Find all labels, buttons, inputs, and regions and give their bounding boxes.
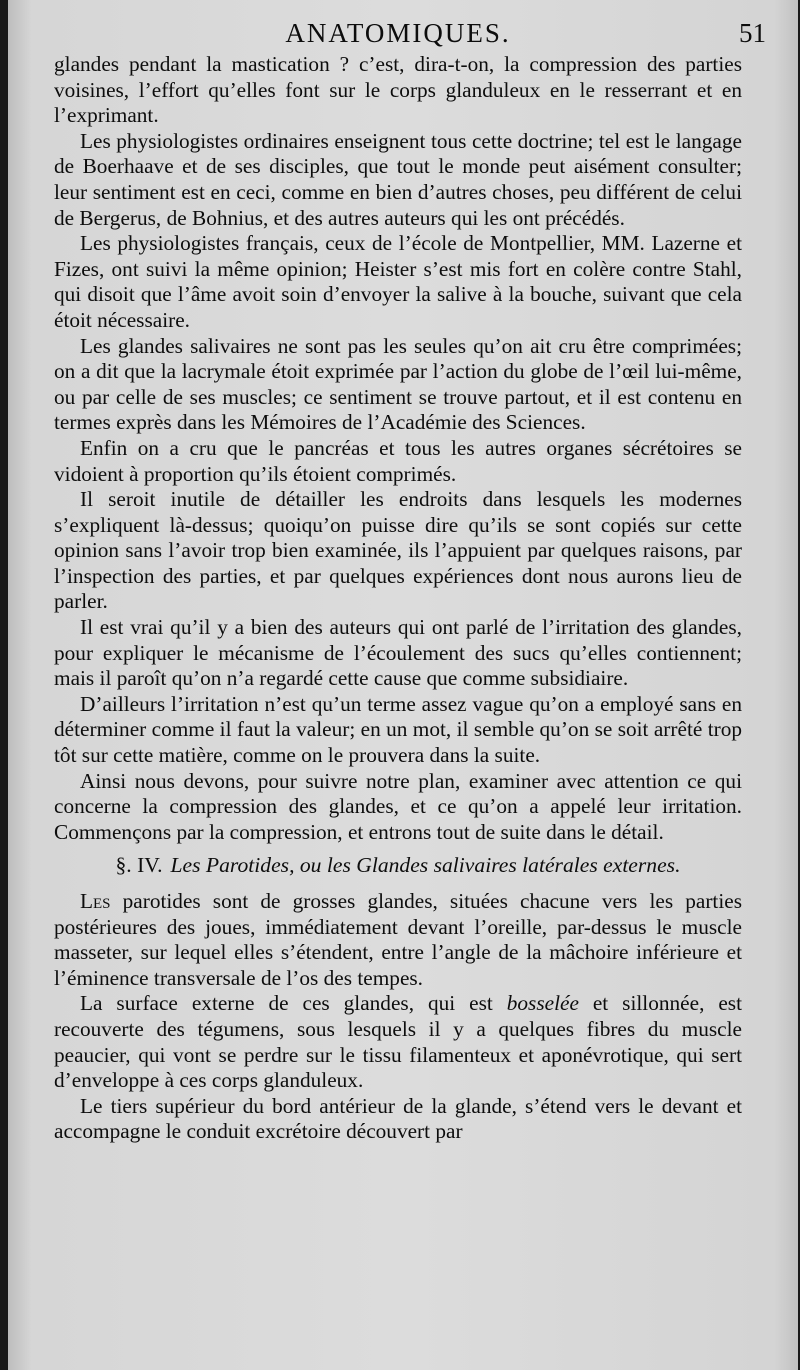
paragraph: Enfin on a cru que le pancréas et tous les autres organes sécrétoires se vidoient à proportion qu’ils étoient comprimés. (54, 435, 742, 486)
paragraph (54, 991, 742, 1093)
paragraph-text: et sillonnée, est recouverte des tégumens, sous lesquels il y a quelques fibres du muscle peaucier, qui vont se perdre sur le tissu filamenteux et aponévrotique, qui sert d’enveloppe à ces corps glanduleux. (54, 991, 742, 1093)
lead-word: Les (80, 889, 111, 913)
running-title: ANATOMIQUES. (285, 18, 511, 48)
paragraph: D’ailleurs l’irritation n’est qu’un terme assez vague qu’on a employé sans en déterminer comme il faut la valeur; en un mot, il semble qu’on se soit arrêté trop tôt sur cette matière, comme on le prouvera dans la suite. (54, 691, 742, 768)
running-head (54, 12, 766, 52)
paragraph: Ainsi nous devons, pour suivre notre plan, examiner avec attention ce qui concerne la compression des glandes, et ce qu’on a appelé leur irritation. Commençons par la compression, et entrons tout de suite dans le détail. (54, 768, 742, 844)
paragraph: Il est vrai qu’il y a bien des auteurs qui ont parlé de l’irritation des glandes, pour expliquer le mécanisme de l’écoulement des sucs qu’elles contiennent; mais il paroît qu’on n’a regardé cette cause que comme subsidiaire. (54, 615, 742, 691)
paragraph: glandes pendant la mastication ? c’est, dira-t-on, la compression des parties voisines, l’effort qu’elles font sur le corps glanduleux en le resserrant et en l’exprimant. (54, 52, 742, 128)
paragraph-text: parotides sont de grosses glandes, situées chacune vers les parties postérieures des joues, immédiatement devant l’oreille, par-dessus le muscle masseter, sur lequel elles s’étendent, entre l’angle de la mâchoire inférieure et l’éminence transversale de l’os des tempes. (54, 889, 742, 990)
section-title: Les Parotides, ou les Glandes salivaires latérales externes. (170, 853, 681, 878)
paragraph: Les glandes salivaires ne sont pas les seules qu’on ait cru être comprimées; on a dit que la lacrymale étoit exprimée par l’action du globe de l’œil lui-même, ou par celle de ses muscles; ce sentiment se trouve partout, et il est contenu en termes exprès dans les Mémoires de l’Académie des Sciences. (54, 333, 742, 435)
paragraph: Le tiers supérieur du bord antérieur de la glande, s’étend vers le devant et accompagne le conduit excrétoire découvert par (54, 1093, 742, 1144)
book-page (8, 0, 798, 1370)
paragraph: Il seroit inutile de détailler les endroits dans lesquels les modernes s’expliquent là-dessus; quoiqu’on puisse dire qu’ils se sont copiés sur cette opinion sans l’avoir trop bien examinée, ils l’appuient par quelques raisons, par l’inspection des parties, et par quelques expériences dont nous aurons lieu de parler. (54, 487, 742, 614)
paragraph: Les physiologistes français, ceux de l’école de Montpellier, MM. Lazerne et Fizes, ont suivi la même opinion; Heister s’est mis fort en colère contre Stahl, qui disoit que l’âme avoit soin d’envoyer la salive à la bouche, suivant que cela étoit nécessaire. (54, 231, 742, 332)
paragraph (54, 889, 742, 991)
paragraph-text: La surface externe de ces glandes, qui est (80, 991, 507, 1016)
section-heading (54, 853, 742, 879)
emphasized-term: bosselée (506, 991, 579, 1016)
page-number: 51 (739, 18, 766, 48)
body-text (54, 52, 742, 1145)
paragraph: Les physiologistes ordinaires enseignent tous cette doctrine; tel est le langage de Boerhaave et de ses disciples, que tout le monde peut aisément consulter; leur sentiment est en ceci, comme en bien d’autres choses, peu différent de celui de Bergerus, de Bohnius, et des autres auteurs qui les ont précédés. (54, 128, 742, 230)
section-number: §. IV. (115, 853, 163, 878)
